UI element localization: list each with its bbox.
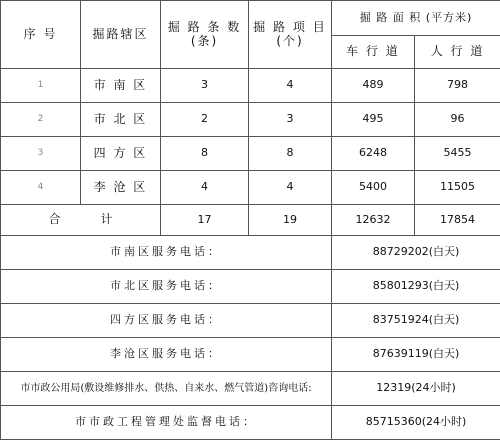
col-header-seq: 序 号 [1,1,81,69]
table-row [1,137,500,171]
row-projects: 4 [249,171,332,205]
row-count: 8 [161,137,249,171]
col-header-district: 掘路辖区 [81,1,161,69]
row-sidewalk-area: 11505 [415,171,500,205]
row-index: 4 [1,171,81,205]
col-header-projects [249,1,332,69]
service-label: 四方区服务电话： [1,304,332,338]
row-index: 1 [1,69,81,103]
row-index: 2 [1,103,81,137]
row-projects: 3 [249,103,332,137]
service-phone: 12319(24小时) [332,372,500,406]
col-header-area: 掘 路 面 积 (平方米) [332,1,500,36]
service-row [1,406,500,440]
row-count: 4 [161,171,249,205]
col-header-projects-title: 掘 路 项 目 [253,19,327,34]
total-projects: 19 [249,205,332,236]
col-header-carriageway: 车 行 道 [332,36,415,69]
row-projects: 4 [249,69,332,103]
row-district: 市 北 区 [81,103,161,137]
row-index: 3 [1,137,81,171]
col-header-projects-unit: (个) [276,33,304,48]
row-projects: 8 [249,137,332,171]
row-district: 四 方 区 [81,137,161,171]
total-sidewalk-area: 17854 [415,205,500,236]
total-label [1,205,161,236]
col-header-count-unit: (条) [190,33,219,48]
total-label-a: 合 [48,212,61,227]
table-row [1,103,500,137]
total-count: 17 [161,205,249,236]
row-carriageway-area: 495 [332,103,415,137]
service-phone: 85715360(24小时) [332,406,500,440]
service-row [1,270,500,304]
service-label: 市市政公用局(敷设维修排水、供热、自来水、燃气管道)咨询电话: [1,372,332,406]
service-row [1,236,500,270]
row-count: 3 [161,69,249,103]
row-count: 2 [161,103,249,137]
table-row [1,171,500,205]
col-header-sidewalk: 人 行 道 [415,36,500,69]
table-row [1,69,500,103]
service-label: 市南区服务电话： [1,236,332,270]
service-phone: 87639119(白天) [332,338,500,372]
row-carriageway-area: 6248 [332,137,415,171]
col-header-count [161,1,249,69]
col-header-count-title: 掘 路 条 数 [167,19,242,34]
row-district: 市 南 区 [81,69,161,103]
service-phone: 85801293(白天) [332,270,500,304]
service-label: 市北区服务电话： [1,270,332,304]
row-carriageway-area: 489 [332,69,415,103]
row-carriageway-area: 5400 [332,171,415,205]
service-phone: 88729202(白天) [332,236,500,270]
service-row [1,304,500,338]
service-label: 市市政工程管理处监督电话： [1,406,332,440]
service-row [1,338,500,372]
total-carriageway-area: 12632 [332,205,415,236]
row-sidewalk-area: 798 [415,69,500,103]
service-row [1,372,500,406]
row-sidewalk-area: 5455 [415,137,500,171]
service-phone: 83751924(白天) [332,304,500,338]
total-label-b: 计 [100,212,113,227]
row-district: 李 沧 区 [81,171,161,205]
header-row [1,1,500,36]
row-sidewalk-area: 96 [415,103,500,137]
total-row [1,205,500,236]
service-label: 李沧区服务电话： [1,338,332,372]
